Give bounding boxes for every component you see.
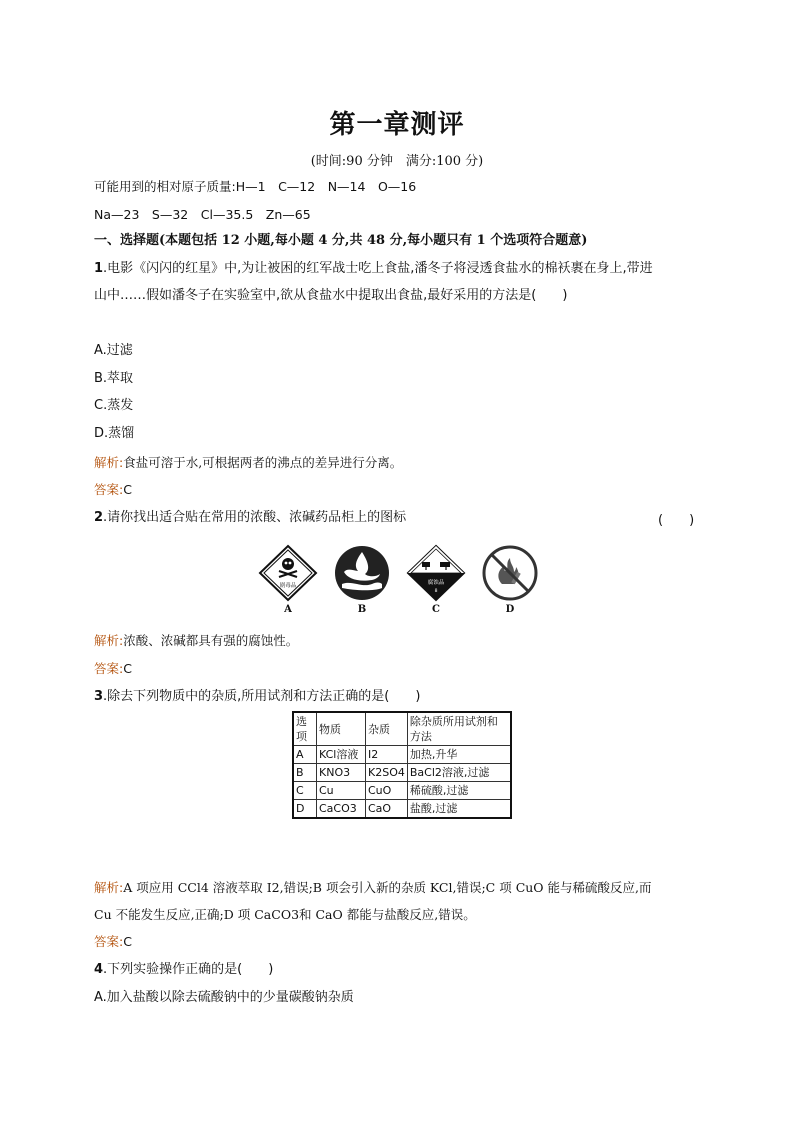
table-cell: B <box>293 764 317 782</box>
analysis-text: A 项应用 CCl4 溶液萃取 I2,错误;B 项会引入新的杂质 KCl,错误;C 项 CuO 能与稀硫酸反应,而 <box>123 880 652 895</box>
table-header-cell: 杂质 <box>366 712 408 746</box>
analysis-3-line1 <box>94 879 652 897</box>
toxic-icon-option <box>258 544 318 620</box>
table-cell: 盐酸,过滤 <box>407 800 511 819</box>
icon-caption-c: C <box>432 604 440 615</box>
answer-label: 答案: <box>94 661 124 676</box>
table-cell: 加热,升华 <box>407 746 511 764</box>
question-stem: .请你找出适合贴在常用的浓酸、浓碱药品柜上的图标 <box>103 510 407 525</box>
analysis-text: 浓酸、浓碱都具有强的腐蚀性。 <box>123 633 299 648</box>
question-stem: .下列实验操作正确的是( ) <box>103 962 274 977</box>
table-cell: 稀硫酸,过滤 <box>407 782 511 800</box>
analysis-text: 食盐可溶于水,可根据两者的沸点的差异进行分离。 <box>123 455 403 470</box>
table-row <box>293 746 511 764</box>
table-header-row <box>293 712 511 746</box>
table-cell: Cu <box>317 782 366 800</box>
question-4 <box>94 961 273 979</box>
hazard-icons <box>258 544 520 620</box>
toxic-skull-icon <box>258 544 318 602</box>
answer-value: C <box>123 661 132 676</box>
table-row <box>293 764 511 782</box>
corrosive-icon-option <box>406 544 466 620</box>
icon-caption-a: A <box>284 604 292 615</box>
impurity-table <box>292 711 512 819</box>
page-subtitle: (时间:90 分钟 满分:100 分) <box>310 154 484 169</box>
icon-caption-b: B <box>357 604 367 615</box>
answer-2 <box>94 660 132 678</box>
table-cell: CaO <box>366 800 408 819</box>
analysis-label: 解析: <box>94 633 124 648</box>
option-b: B.萃取 <box>94 371 134 386</box>
answer-label: 答案: <box>94 934 124 949</box>
table-cell: CuO <box>366 782 408 800</box>
question-number: 1 <box>94 261 104 276</box>
table-cell: CaCO3 <box>317 800 366 819</box>
table-cell: K2SO4 <box>366 764 408 782</box>
page-title: 第一章测评 <box>329 110 465 140</box>
table-header-cell: 物质 <box>317 712 366 746</box>
answer-value: C <box>123 934 132 949</box>
table-header-cell: 除杂质所用试剂和方法 <box>407 712 511 746</box>
question-1-line2: 山中……假如潘冬子在实验室中,欲从食盐水中提取出食盐,最好采用的方法是( ) <box>94 288 568 303</box>
question-2 <box>94 509 406 527</box>
analysis-1 <box>94 454 402 472</box>
table-row <box>293 782 511 800</box>
svg-text:8: 8 <box>434 589 438 594</box>
section-heading: 一、选择题(本题包括 12 小题,每小题 4 分,共 48 分,每小题只有 1 个选项符合题意) <box>94 233 588 248</box>
answer-1 <box>94 481 132 499</box>
svg-text:剧毒品: 剧毒品 <box>279 583 297 589</box>
option-c: C.蒸发 <box>94 398 134 413</box>
answer-3 <box>94 933 132 951</box>
question-number: 3 <box>94 689 104 704</box>
analysis-label: 解析: <box>94 455 124 470</box>
table-cell: KNO3 <box>317 764 366 782</box>
flame-water-icon-option <box>332 544 392 620</box>
table-cell: A <box>293 746 317 764</box>
question-stem: .电影《闪闪的红星》中,为让被困的红军战士吃上食盐,潘冬子将浸透食盐水的棉袄裹在身上,带进 <box>103 261 653 276</box>
table-cell: D <box>293 800 317 819</box>
question-3 <box>94 688 420 706</box>
option-d: D.蒸馏 <box>94 426 135 441</box>
table-header-cell: 选项 <box>293 712 317 746</box>
option-a: A.加入盐酸以除去硫酸钠中的少量碳酸钠杂质 <box>94 990 354 1005</box>
question-stem: .除去下列物质中的杂质,所用试剂和方法正确的是( ) <box>103 689 421 704</box>
table-cell: BaCl2溶液,过滤 <box>407 764 511 782</box>
corrosive-icon <box>406 544 466 602</box>
question-number: 4 <box>94 962 104 977</box>
atomic-masses-line1: 可能用到的相对原子质量:H—1 C—12 N—14 O—16 <box>94 179 417 194</box>
atomic-masses-line2: Na—23 S—32 Cl—35.5 Zn—65 <box>94 207 311 222</box>
option-a: A.过滤 <box>94 343 133 358</box>
answer-label: 答案: <box>94 482 124 497</box>
table-row <box>293 800 511 819</box>
answer-value: C <box>123 482 132 497</box>
table-cell: I2 <box>366 746 408 764</box>
question-1-line1 <box>94 260 653 278</box>
table-cell: C <box>293 782 317 800</box>
analysis-3-line2: Cu 不能发生反应,正确;D 项 CaCO3和 CaO 都能与盐酸反应,错误。 <box>94 907 476 922</box>
analysis-label: 解析: <box>94 880 124 895</box>
table-cell: KCl溶液 <box>317 746 366 764</box>
no-fire-icon <box>480 544 540 602</box>
question-number: 2 <box>94 510 104 525</box>
analysis-2 <box>94 632 298 650</box>
no-fire-icon-option <box>480 544 540 620</box>
answer-bracket: ( ) <box>658 513 695 528</box>
flame-water-icon <box>332 544 392 602</box>
svg-text:腐蚀品: 腐蚀品 <box>427 580 445 586</box>
icon-caption-d: D <box>505 604 515 615</box>
